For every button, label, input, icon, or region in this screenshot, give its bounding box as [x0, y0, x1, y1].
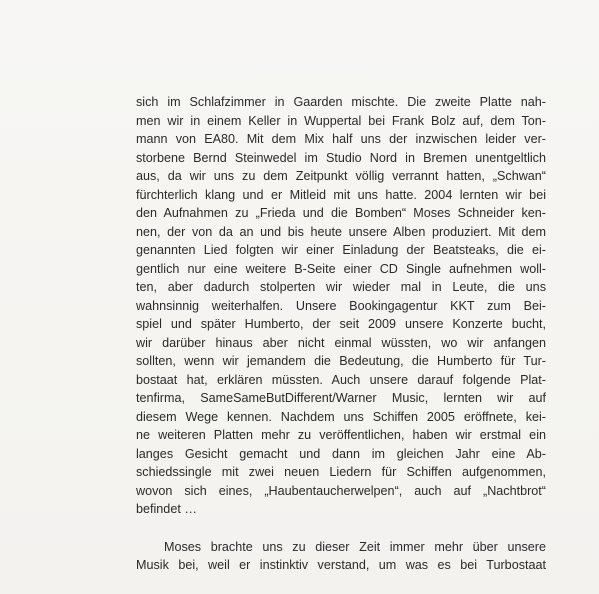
text-line: sich im Schlafzimmer in Gaarden mischte. Die zweite Platte nah- [136, 95, 546, 109]
text-line: wir darüber hinaus aber nicht einmal wüssten, wo wir anfangen [136, 335, 546, 350]
body-text [136, 93, 546, 575]
text-line: spiel und später Humberto, der seit 2009 unsere Konzerte bucht, [136, 317, 546, 331]
text-line: nen, der von da an und bis heute unsere Alben produziert. Mit dem [136, 224, 546, 239]
text-line: fürchterlich klang und er Mitleid mit uns hatte. 2004 lernten wir bei [136, 187, 546, 202]
text-line: wahnsinnig weiterhalfen. Unsere Bookingagentur KKT zum Bei- [136, 298, 546, 313]
text-line: schiedssingle mit zwei neuen Liedern für Schiffen aufgenommen, [136, 465, 546, 479]
text-line: langes Gesicht gemacht und dann im gleichen Jahr eine Ab- [136, 446, 546, 461]
text-line: storbene Bernd Steinwedel im Studio Nord in Bremen unentgeltlich [136, 150, 546, 165]
text-line: ne weiteren Platten mehr zu veröffentlichen, haben wir erstmal ein [136, 428, 546, 442]
text-line: sollten, wenn wir jemandem die Bedeutung, die Humberto für Tur- [136, 354, 546, 368]
paragraph-spacer [136, 519, 546, 538]
text-line: men wir in einem Keller in Wuppertal bei Frank Bolz auf, dem Ton- [136, 113, 546, 128]
paragraph-1 [136, 93, 546, 519]
paragraph-2 [136, 538, 546, 575]
text-line: bostaat hat, erklären müssten. Auch unsere darauf folgende Plat- [136, 372, 546, 387]
text-line: aus, da wir uns zu dem Zeitpunkt völlig verrannt hatten, „Schwan“ [136, 169, 546, 183]
text-line: befindet … [136, 502, 197, 516]
text-line: mann von EA80. Mit dem Mix half uns der inzwischen leider ver- [136, 132, 546, 146]
text-line: Moses brachte uns zu dieser Zeit immer mehr über unsere [164, 539, 546, 554]
text-line: Musik bei, weil er instinktiv verstand, um was es bei Turbostaat [136, 558, 546, 572]
text-line: tenfirma, SameSameButDifferent/Warner Music, lernten wir auf [136, 391, 546, 405]
text-line: wovon sich eines, „Haubentaucherwelpen“, auch auf „Nachtbrot“ [136, 483, 546, 498]
text-line: den Aufnahmen zu „Frieda und die Bomben“ Moses Schneider ken- [136, 206, 546, 220]
text-line: diesem Wege kennen. Nachdem uns Schiffen 2005 eröffnete, kei- [136, 409, 546, 424]
text-line: genannten Lied folgten wir einer Einladung der Beatsteaks, die ei- [136, 243, 546, 257]
text-line: gentlich nur eine weitere B-Seite einer CD Single aufnehmen woll- [136, 261, 546, 276]
text-line: ten, aber dadurch stolperten wir wieder mal in Leute, die uns [136, 280, 546, 294]
